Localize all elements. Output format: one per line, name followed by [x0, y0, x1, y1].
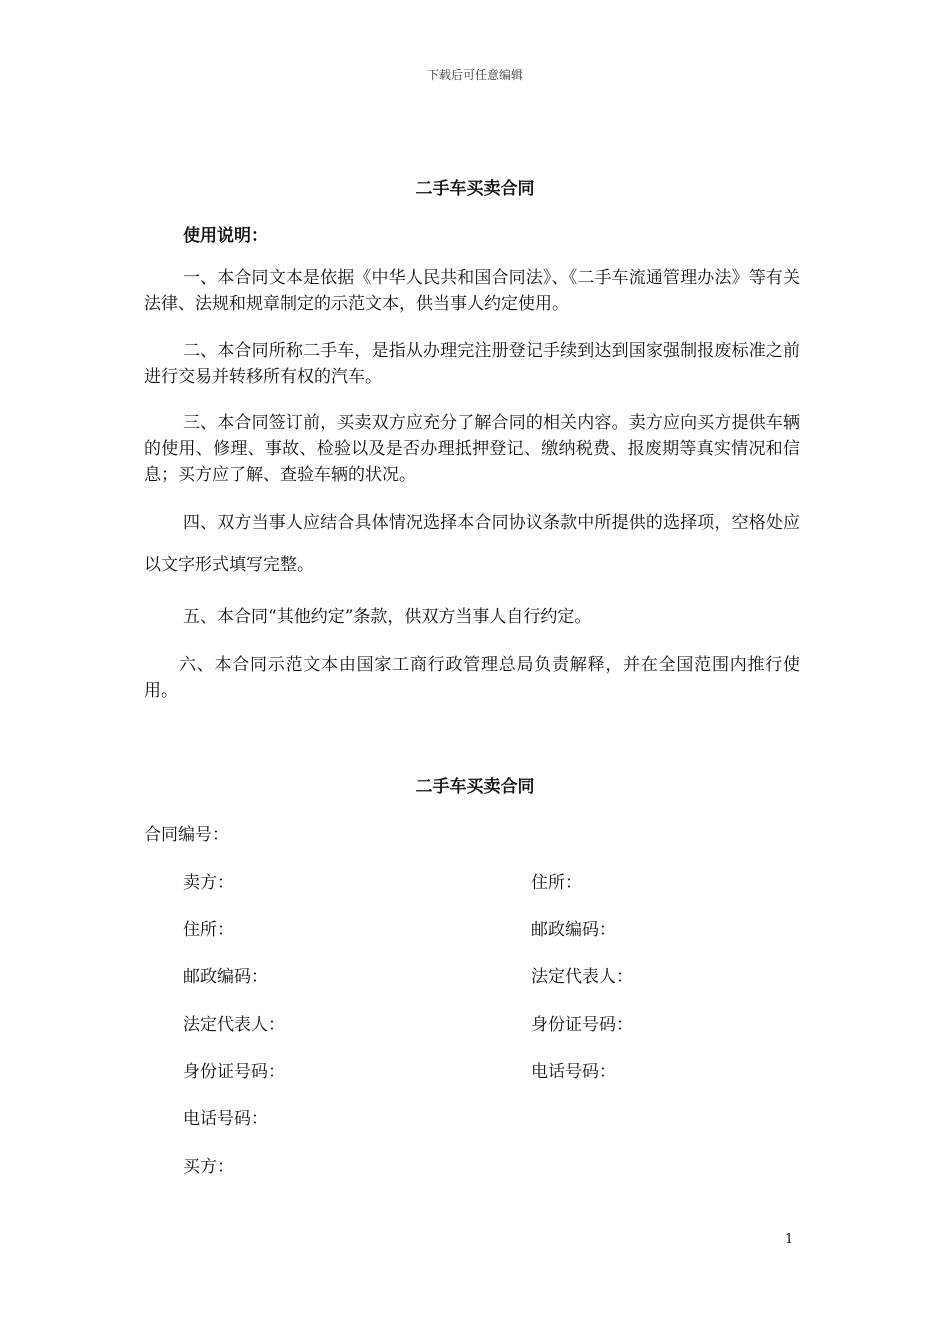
- instructions-title: 二手车买卖合同: [415, 179, 535, 199]
- instruction-paragraph: 四、双方当事人应结合具体情况选择本合同协议条款中所提供的选择项，空格处应以文字形式填写完整。: [144, 513, 800, 575]
- instruction-paragraph: 三、本合同签订前，买卖双方应充分了解合同的相关内容。卖方应向买方提供车辆的使用、修理、事故、检验以及是否办理抵押登记、缴纳税费、报废期等真实情况和信息；买方应了解、查验车辆的状况。: [144, 413, 800, 485]
- contract-title: 二手车买卖合同: [415, 777, 535, 797]
- id-number-label: 身份证号码：: [531, 1015, 633, 1035]
- phone-label: 电话号码：: [531, 1062, 616, 1082]
- seller-postcode-label: 邮政编码：: [183, 967, 268, 987]
- instruction-paragraph: 六、本合同示范文本由国家工商行政管理总局负责解释，并在全国范围内推行使用。: [144, 655, 800, 701]
- page-number: 1: [785, 1232, 794, 1247]
- contract-number-label: 合同编号：: [144, 825, 229, 845]
- instructions-heading: 使用说明：: [183, 226, 268, 246]
- instruction-paragraph: 二、本合同所称二手车，是指从办理完注册登记手续到达到国家强制报废标准之前进行交易并转移所有权的汽车。: [144, 341, 800, 387]
- seller-address-label: 住所：: [183, 920, 234, 940]
- seller-id-number-label: 身份证号码：: [183, 1062, 285, 1082]
- postcode-label: 邮政编码：: [531, 920, 616, 940]
- legal-rep-label: 法定代表人：: [531, 967, 633, 987]
- seller-label: 卖方：: [183, 873, 234, 893]
- instruction-paragraph: 五、本合同“其他约定”条款，供双方当事人自行约定。: [183, 607, 592, 627]
- seller-legal-rep-label: 法定代表人：: [183, 1015, 285, 1035]
- seller-phone-label: 电话号码：: [183, 1109, 268, 1129]
- instruction-paragraph: 一、本合同文本是依据《中华人民共和国合同法》、《二手车流通管理办法》等有关法律、法规和规章制定的示范文本，供当事人约定使用。: [144, 268, 800, 314]
- buyer-label: 买方：: [183, 1157, 234, 1177]
- header-note: 下载后可任意编辑: [426, 68, 523, 82]
- address-label: 住所：: [531, 873, 582, 893]
